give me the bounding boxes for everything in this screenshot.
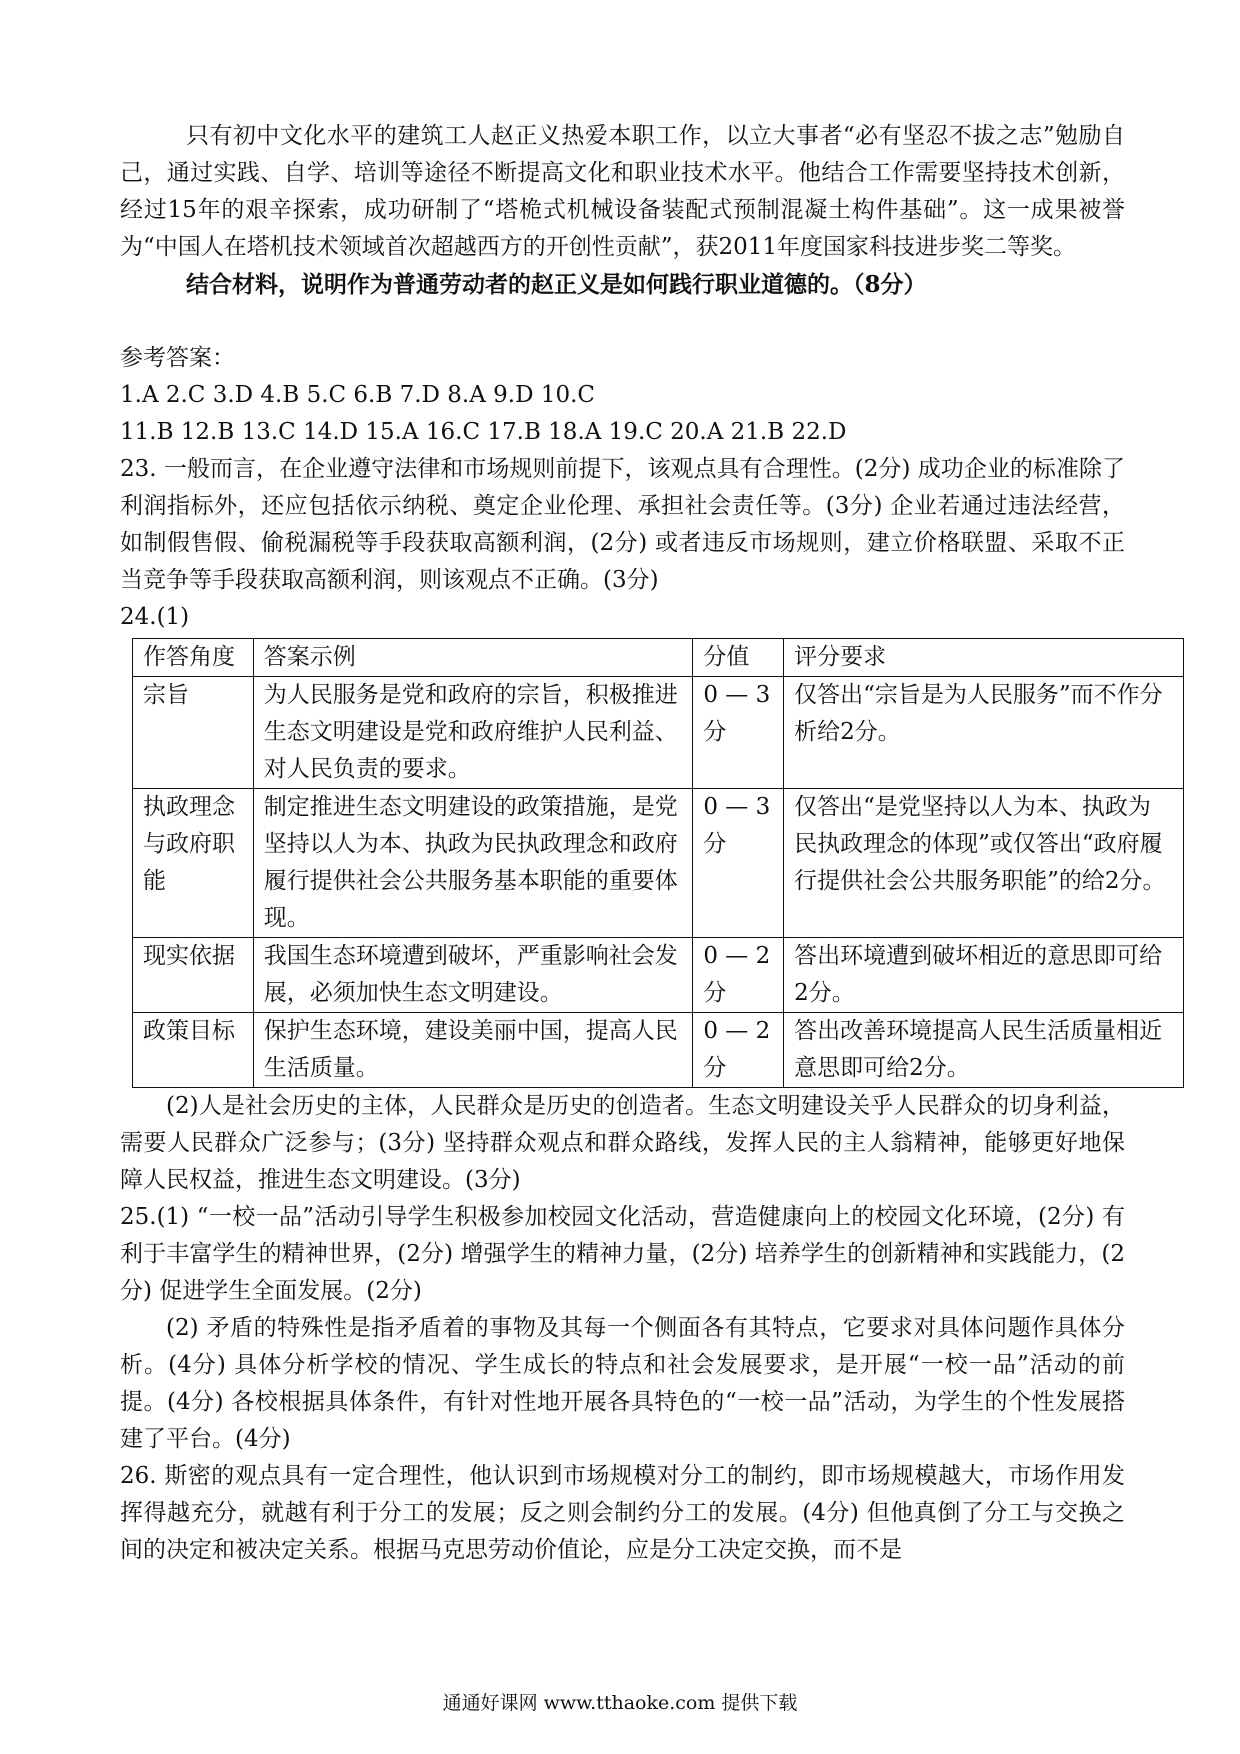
answer-24-2: (2)人是社会历史的主体，人民群众是历史的创造者。生态文明建设关乎人民群众的切身利益，需要人民群众广泛参与；(3分) 坚持群众观点和群众路线，发挥人民的主人翁精神，能够更好地保障人民权益，推进生态文明建设。(3分) xyxy=(120,1093,1125,1193)
table-cell: 我国生态环境遭到破坏，严重影响社会发展，必须加快生态文明建设。 xyxy=(253,938,693,1013)
table-row xyxy=(133,938,1184,1013)
page-footer: 通通好课网 www.tthaoke.com 提供下载 xyxy=(442,1692,798,1714)
table-header-cell: 答案示例 xyxy=(253,639,693,677)
table-cell: 现实依据 xyxy=(133,938,254,1013)
scoring-table xyxy=(132,638,1184,1088)
table-cell: 仅答出“宗旨是为人民服务”而不作分析给2分。 xyxy=(784,677,1184,789)
table-cell: 答出改善环境提高人民生活质量相近意思即可给2分。 xyxy=(784,1013,1184,1088)
question-text: 结合材料，说明作为普通劳动者的赵正义是如何践行职业道德的。（8分） xyxy=(186,271,927,298)
document-body xyxy=(120,118,1166,1569)
mc-answers-line2: 11.B 12.B 13.C 14.D 15.A 16.C 17.B 18.A 19.C 20.A 21.B 22.D xyxy=(120,419,847,445)
table-cell: 宗旨 xyxy=(133,677,254,789)
table-cell: 0 — 3分 xyxy=(693,789,784,938)
table-header-cell: 分值 xyxy=(693,639,784,677)
table-cell: 0 — 2分 xyxy=(693,938,784,1013)
table-cell: 保护生态环境，建设美丽中国，提高人民生活质量。 xyxy=(253,1013,693,1088)
table-cell: 政策目标 xyxy=(133,1013,254,1088)
table-cell: 执政理念与政府职能 xyxy=(133,789,254,938)
answer-25-2: (2) 矛盾的特殊性是指矛盾着的事物及其每一个侧面各有其特点，它要求对具体问题作具体分析。(4分) 具体分析学校的情况、学生成长的特点和社会发展要求，是开展“一校一品”活动的前提。(4分) 各校根据具体条件，有针对性地开展各具特色的“一校一品”活动，为学生的个性发展搭建了平台。(4分) xyxy=(120,1315,1125,1452)
table-row xyxy=(133,1013,1184,1088)
table-cell: 为人民服务是党和政府的宗旨，积极推进生态文明建设是党和政府维护人民利益、对人民负责的要求。 xyxy=(253,677,693,789)
table-header-cell: 作答角度 xyxy=(133,639,254,677)
table-cell: 0 — 2分 xyxy=(693,1013,784,1088)
table-row xyxy=(133,677,1184,789)
material-paragraph: 只有初中文化水平的建筑工人赵正义热爱本职工作，以立大事者“必有坚忍不拔之志”勉励自己，通过实践、自学、培训等途径不断提高文化和职业技术水平。他结合工作需要坚持技术创新，经过15年的艰辛探索，成功研制了“塔桅式机械设备装配式预制混凝土构件基础”。这一成果被誉为“中国人在塔机技术领域首次超越西方的开创性贡献”，获2011年度国家科技进步奖二等奖。 xyxy=(120,123,1125,260)
scoring-table-wrapper xyxy=(143,638,1166,1088)
answers-heading: 参考答案： xyxy=(120,345,235,371)
spacer xyxy=(120,303,1125,340)
answer-26: 26. 斯密的观点具有一定合理性，他认识到市场规模对分工的制约，即市场规模越大，市场作用发挥得越充分，就越有利于分工的发展；反之则会制约分工的发展。(4分) 但他真倒了分工与交换之间的决定和被决定关系。根据马克思劳动价值论，应是分工决定交换，而不是 xyxy=(120,1463,1126,1563)
answer-24-label: 24.(1) xyxy=(120,604,190,630)
table-header-cell: 评分要求 xyxy=(784,639,1184,677)
table-cell: 制定推进生态文明建设的政策措施，是党坚持以人为本、执政为民执政理念和政府履行提供社会公共服务基本职能的重要体现。 xyxy=(253,789,693,938)
mc-answers-line1: 1.A 2.C 3.D 4.B 5.C 6.B 7.D 8.A 9.D 10.C xyxy=(120,382,596,408)
table-header-row xyxy=(133,639,1184,677)
table-cell: 0 — 3分 xyxy=(693,677,784,789)
table-cell: 仅答出“是党坚持以人为本、执政为民执政理念的体现”或仅答出“政府履行提供社会公共服务职能”的给2分。 xyxy=(784,789,1184,938)
answer-23: 23. 一般而言，在企业遵守法律和市场规则前提下，该观点具有合理性。(2分) 成功企业的标准除了利润指标外，还应包括依示纳税、奠定企业伦理、承担社会责任等。(3分) 企业若通过违法经营，如制假售假、偷税漏税等手段获取高额利润，(2分) 或者违反市场规则，建立价格联盟、采取不正当竞争等手段获取高额利润，则该观点不正确。(3分) xyxy=(120,456,1125,593)
table-row xyxy=(133,789,1184,938)
answer-25-1: 25.(1) “一校一品”活动引导学生积极参加校园文化活动，营造健康向上的校园文化环境，(2分) 有利于丰富学生的精神世界，(2分) 增强学生的精神力量，(2分) 培养学生的创新精神和实践能力，(2分) 促进学生全面发展。(2分) xyxy=(120,1204,1125,1304)
table-cell: 答出环境遭到破坏相近的意思即可给2分。 xyxy=(784,938,1184,1013)
